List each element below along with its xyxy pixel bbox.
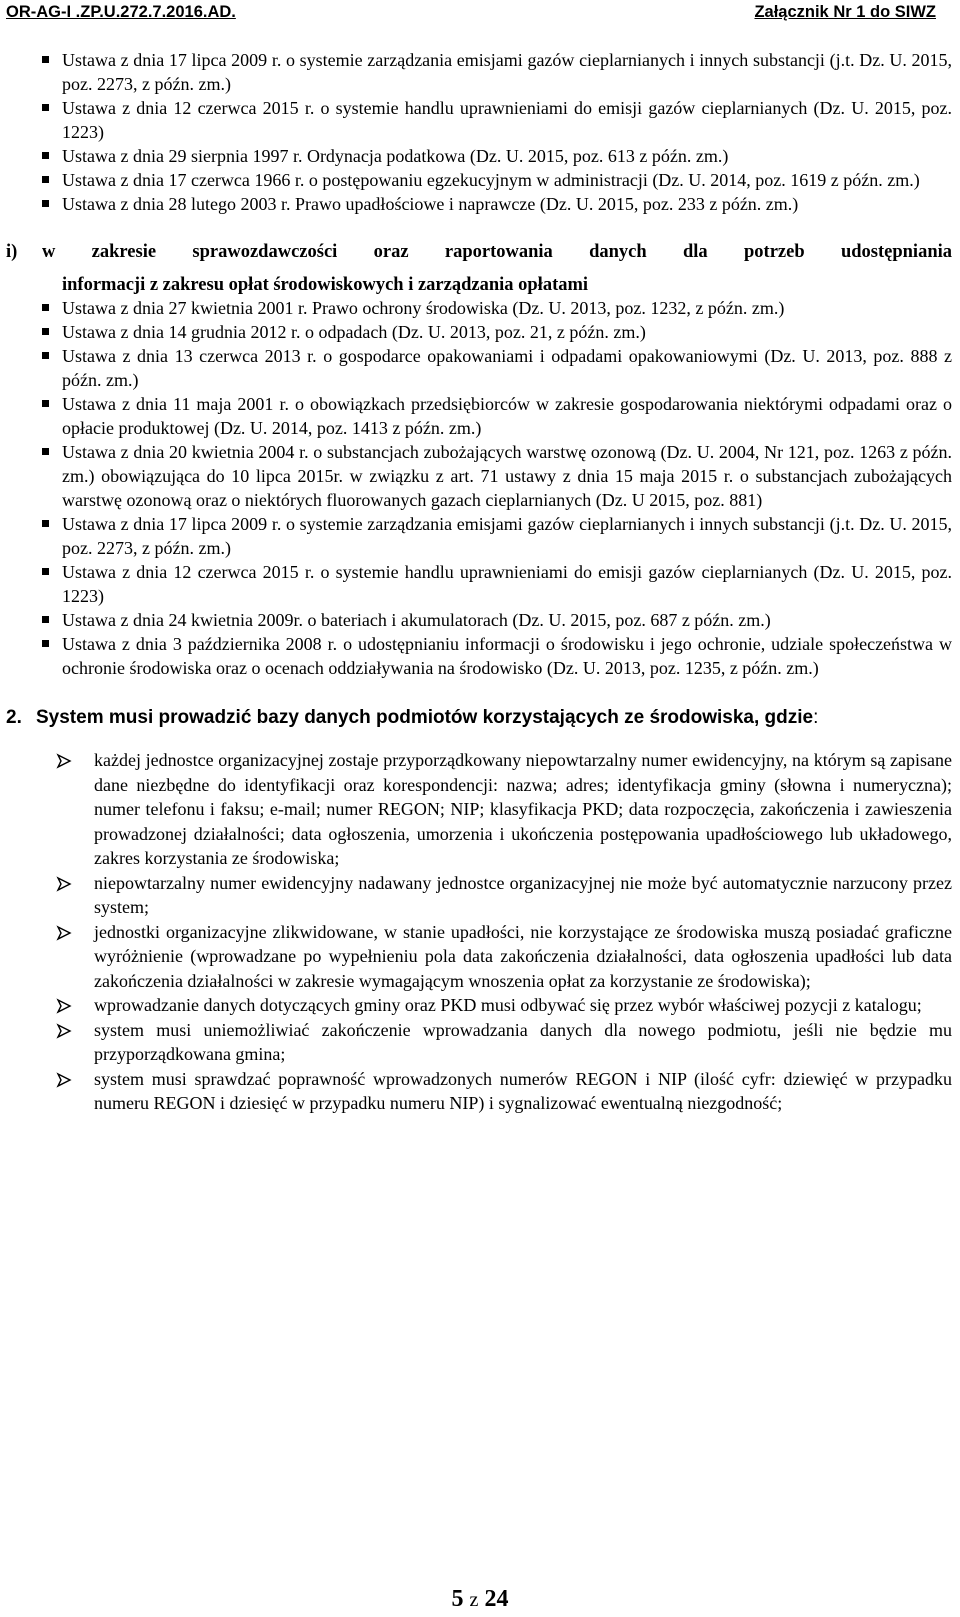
list-item: Ustawa z dnia 11 maja 2001 r. o obowiązkach przedsiębiorców w zakresie gospodarowania niektórymi odpadami oraz o opłacie produktowej (Dz. U. 2014, poz. 1413 z późn. zm.) <box>0 392 960 440</box>
requirement-text: jednostki organizacyjne zlikwidowane, w stanie upadłości, nie korzystające ze środowiska muszą posiadać graficzne wyróżnienie (wprowadzane po wypełnieniu pola data zakończenia działalności, data ogłoszenia upadłości lub data zakończenia działalności w zakresie wymagającym wnoszenia opłat za korzystanie ze środowiska); <box>94 921 952 991</box>
list-item: Ustawa z dnia 29 sierpnia 1997 r. Ordynacja podatkowa (Dz. U. 2015, poz. 613 z późn. zm.) <box>0 144 960 168</box>
requirement-text: system musi uniemożliwiać zakończenie wprowadzania danych dla nowego podmiotu, jeśli nie będzie mu przyporządkowana gmina; <box>94 1019 952 1064</box>
page-content <box>0 48 960 1116</box>
page-separator: z <box>469 1589 479 1611</box>
list-item: Ustawa z dnia 28 lutego 2003 r. Prawo upadłościowe i naprawcze (Dz. U. 2015, poz. 233 z późn. zm.) <box>0 192 960 216</box>
list-item <box>0 1018 960 1067</box>
list-item <box>0 993 960 1018</box>
section-number: 2. <box>6 707 22 728</box>
list-item: Ustawa z dnia 20 kwietnia 2004 r. o substancjach zubożających warstwę ozonową (Dz. U. 2004, Nr 121, poz. 1263 z późn. zm.) obowiązująca do 10 lipca 2015r. w związku z art. 71 ustawy z dnia 15 maja 2015 r. o substancjach zubożających warstwę ozonową oraz o niektórych fluorowanych gazach cieplarnianych (Dz. U 2015, poz. 881) <box>0 440 960 512</box>
section-marker: i) <box>6 242 18 262</box>
page-header <box>0 0 960 28</box>
list-item: Ustawa z dnia 14 grudnia 2012 r. o odpadach (Dz. U. 2013, poz. 21, z późn. zm.) <box>0 320 960 344</box>
arrow-bullet-icon <box>56 876 72 892</box>
requirement-text: wprowadzanie danych dotyczących gminy oraz PKD musi odbywać się przez wybór właściwej pozycji z katalogu; <box>94 995 922 1015</box>
list-item: Ustawa z dnia 24 kwietnia 2009r. o bateriach i akumulatorach (Dz. U. 2015, poz. 687 z późn. zm.) <box>0 608 960 632</box>
section-heading-line2: informacji z zakresu opłat środowiskowych i zarządzania opłatami <box>62 275 589 295</box>
section-2-heading <box>0 706 960 730</box>
requirement-text: system musi sprawdzać poprawność wprowadzonych numerów REGON i NIP (ilość cyfr: dziewięć w przypadku numeru REGON i dziesięć w przypadku numeru NIP) i sygnalizować ewentualną niezgodność; <box>94 1068 952 1113</box>
list-item: Ustawa z dnia 12 czerwca 2015 r. o systemie handlu uprawnieniami do emisji gazów cieplarnianych (Dz. U. 2015, poz. 1223) <box>0 96 960 144</box>
section-i-heading <box>0 242 960 296</box>
arrow-bullet-icon <box>56 1023 72 1039</box>
requirement-text: każdej jednostce organizacyjnej zostaje przyporządkowany niepowtarzalny numer ewidencyjny, na którym są zapisane dane niezbędne do identyfikacji oraz korespondencji: nazwa; adres; identyfikacja gminy (słowna i numeryczna); numer telefonu i faksu; e-mail; numer REGON; NIP; klasyfikacja PKD; data rozpoczęcia, zakończenia i zawieszenia prowadzonej działalności; data ogłoszenia, umorzenia i ukończenia postępowania upadłościowego lub układowego, zakres korzystania ze środowiska; <box>94 750 952 868</box>
list-item: Ustawa z dnia 17 lipca 2009 r. o systemie zarządzania emisjami gazów cieplarnianych i innych substancji (j.t. Dz. U. 2015, poz. 2273, z późn. zm.) <box>0 48 960 96</box>
section-heading-line1: w zakresie sprawozdawczości oraz raportowania danych dla potrzeb udostępniania <box>42 242 952 262</box>
arrow-bullet-icon <box>56 753 72 769</box>
list-item <box>0 871 960 920</box>
arrow-bullet-icon <box>56 1072 72 1088</box>
attachment-label: Załącznik Nr 1 do SIWZ <box>754 3 936 21</box>
requirement-text: niepowtarzalny numer ewidencyjny nadawany jednostce organizacyjnej nie może być automatycznie narzucony przez system; <box>94 872 952 917</box>
arrow-bullet-icon <box>56 925 72 941</box>
list-item: Ustawa z dnia 3 października 2008 r. o udostępnianiu informacji o środowisku i jego ochronie, udziale społeczeństwa w ochronie środowiska oraz o ocenach oddziaływania na środowisko (Dz. U. 2013, poz. 1235, z późn. zm.) <box>0 632 960 680</box>
list-item: Ustawa z dnia 13 czerwca 2013 r. o gospodarce opakowaniami i odpadami opakowaniowymi (Dz. U. 2013, poz. 888 z późn. zm.) <box>0 344 960 392</box>
list-item: Ustawa z dnia 27 kwietnia 2001 r. Prawo ochrony środowiska (Dz. U. 2013, poz. 1232, z późn. zm.) <box>0 296 960 320</box>
section-colon: : <box>813 707 819 728</box>
list-item <box>0 1067 960 1116</box>
list-item <box>0 748 960 871</box>
arrow-bullet-icon <box>56 998 72 1014</box>
page-number-footer <box>0 1586 960 1613</box>
legal-acts-list-top <box>0 48 960 216</box>
requirements-list <box>0 748 960 1116</box>
section-title: System musi prowadzić bazy danych podmiotów korzystających ze środowiska, gdzie <box>36 707 814 728</box>
list-item <box>0 920 960 994</box>
current-page: 5 <box>451 1586 464 1612</box>
list-item: Ustawa z dnia 17 czerwca 1966 r. o postępowaniu egzekucyjnym w administracji (Dz. U. 2014, poz. 1619 z późn. zm.) <box>0 168 960 192</box>
list-item: Ustawa z dnia 17 lipca 2009 r. o systemie zarządzania emisjami gazów cieplarnianych i innych substancji (j.t. Dz. U. 2015, poz. 2273, z późn. zm.) <box>0 512 960 560</box>
document-reference: OR-AG-I .ZP.U.272.7.2016.AD. <box>6 3 236 21</box>
total-pages: 24 <box>484 1586 509 1612</box>
list-item: Ustawa z dnia 12 czerwca 2015 r. o systemie handlu uprawnieniami do emisji gazów cieplarnianych (Dz. U. 2015, poz. 1223) <box>0 560 960 608</box>
legal-acts-list-section-i <box>0 296 960 680</box>
